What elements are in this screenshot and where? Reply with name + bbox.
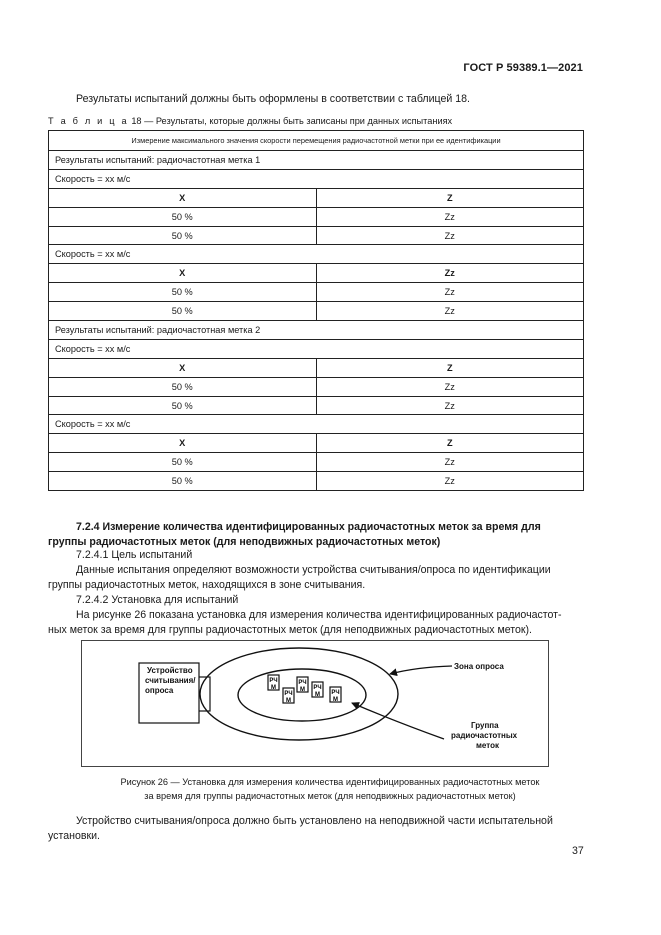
reader-label-3: опроса <box>145 686 174 695</box>
cell-z: Zz <box>316 226 584 245</box>
group-label-2: радиочастотных <box>451 731 518 740</box>
svg-text:М: М <box>286 698 291 704</box>
table-section-cell: Результаты испытаний: радиочастотная метка 1 <box>49 151 584 170</box>
table-row <box>49 283 584 302</box>
section-heading-line1: 7.2.4 Измерение количества идентифицированных радиочастотных меток за время для <box>76 521 541 533</box>
closing-line1: Устройство считывания/опроса должно быть установлено на неподвижной части испытательной <box>76 815 553 827</box>
svg-text:М: М <box>300 687 305 693</box>
cell-z: Zz <box>316 396 584 415</box>
svg-text:М: М <box>315 692 320 698</box>
reader-label-1: Устройство <box>147 666 193 675</box>
table-section-cell: Скорость = xx м/с <box>49 339 584 358</box>
table-column-head-row <box>49 358 584 377</box>
column-head-x: X <box>49 188 317 207</box>
svg-text:РЧ: РЧ <box>331 690 340 696</box>
cell-z: Zz <box>316 453 584 472</box>
table-section-cell: Скорость = xx м/с <box>49 169 584 188</box>
table-row <box>49 472 584 491</box>
rfid-tag <box>312 682 323 698</box>
column-head-z: Z <box>316 434 584 453</box>
group-arrow <box>352 703 444 739</box>
table-section-cell: Скорость = xx м/с <box>49 245 584 264</box>
results-table <box>48 130 584 491</box>
cell-x: 50 % <box>49 472 317 491</box>
table-caption <box>48 114 452 130</box>
cell-x: 50 % <box>49 207 317 226</box>
reader-label-2: считывания/ <box>145 676 196 685</box>
column-head-z: Z <box>316 358 584 377</box>
column-head-x: X <box>49 434 317 453</box>
group-label-3: меток <box>476 741 499 750</box>
table-section-row <box>49 321 584 340</box>
subsection-1-line2: группы радиочастотных меток, находящихся в зоне считывания. <box>48 579 366 591</box>
column-head-z: Zz <box>316 264 584 283</box>
cell-z: Zz <box>316 377 584 396</box>
standard-number: ГОСТ Р 59389.1—2021 <box>463 62 583 74</box>
table-section-row <box>49 151 584 170</box>
table-row <box>49 302 584 321</box>
table-caption-text: 18 — Результаты, которые должны быть записаны при данных испытаниях <box>128 116 453 126</box>
table-section-row <box>49 339 584 358</box>
figure-caption-line2: за время для группы радиочастотных меток (для неподвижных радиочастотных меток) <box>144 790 516 801</box>
svg-text:М: М <box>271 685 276 691</box>
group-label-1: Группа <box>471 721 499 730</box>
page-number: 37 <box>572 845 584 857</box>
table-row <box>49 226 584 245</box>
column-head-z: Z <box>316 188 584 207</box>
zone-label: Зона опроса <box>454 662 504 671</box>
cell-x: 50 % <box>49 302 317 321</box>
cell-x: 50 % <box>49 226 317 245</box>
table-column-head-row <box>49 434 584 453</box>
rfid-tag <box>283 688 294 704</box>
table-header-cell: Измерение максимального значения скорости перемещения радиочастотной метки при ее идентификации <box>49 131 584 151</box>
table-header-row <box>49 131 584 151</box>
cell-x: 50 % <box>49 377 317 396</box>
svg-text:РЧ: РЧ <box>313 685 322 691</box>
svg-text:РЧ: РЧ <box>284 691 293 697</box>
table-section-row <box>49 415 584 434</box>
table-column-head-row <box>49 264 584 283</box>
figure-caption-line1: Рисунок 26 — Установка для измерения количества идентифицированных радиочастотных меток <box>120 777 540 787</box>
rfid-tag <box>297 677 308 693</box>
section-heading <box>48 520 584 549</box>
table-row <box>49 207 584 226</box>
section-heading-line2: группы радиочастотных меток (для неподвижных радиочастотных меток) <box>48 535 441 548</box>
svg-text:РЧ: РЧ <box>269 678 278 684</box>
table-caption-prefix: Т а б л и ц а <box>48 116 129 126</box>
cell-z: Zz <box>316 302 584 321</box>
cell-x: 50 % <box>49 453 317 472</box>
table-section-row <box>49 245 584 264</box>
rfid-tag <box>330 687 341 703</box>
figure-26 <box>81 640 549 767</box>
closing-line2: установки. <box>48 830 100 842</box>
interrogation-zone-outer <box>200 648 398 740</box>
column-head-x: X <box>49 264 317 283</box>
cell-z: Zz <box>316 472 584 491</box>
table-row <box>49 396 584 415</box>
table-column-head-row <box>49 188 584 207</box>
cell-z: Zz <box>316 207 584 226</box>
setup-diagram <box>82 641 548 766</box>
subsection-2-line2: ных меток за время для группы радиочастотных меток (для неподвижных радиочастотных меток). <box>48 624 533 636</box>
table-section-cell: Скорость = xx м/с <box>49 415 584 434</box>
svg-text:М: М <box>333 697 338 703</box>
table-row <box>49 377 584 396</box>
subsection-2-line1: На рисунке 26 показана установка для измерения количества идентифицированных радиочастот- <box>76 609 562 621</box>
column-head-x: X <box>49 358 317 377</box>
svg-text:РЧ: РЧ <box>298 680 307 686</box>
table-section-row <box>49 169 584 188</box>
figure-caption <box>48 776 612 803</box>
cell-z: Zz <box>316 283 584 302</box>
subsection-1-line1: Данные испытания определяют возможности устройства считывания/опроса по идентификации <box>76 564 551 576</box>
rfid-tag <box>268 675 279 691</box>
table-section-cell: Результаты испытаний: радиочастотная метка 2 <box>49 321 584 340</box>
subsection-2-title: 7.2.4.2 Установка для испытаний <box>76 594 239 606</box>
table-row <box>49 453 584 472</box>
intro-paragraph: Результаты испытаний должны быть оформлены в соответствии с таблицей 18. <box>76 93 470 105</box>
zone-arrow <box>390 666 452 674</box>
subsection-1-title: 7.2.4.1 Цель испытаний <box>76 549 193 561</box>
cell-x: 50 % <box>49 283 317 302</box>
cell-x: 50 % <box>49 396 317 415</box>
